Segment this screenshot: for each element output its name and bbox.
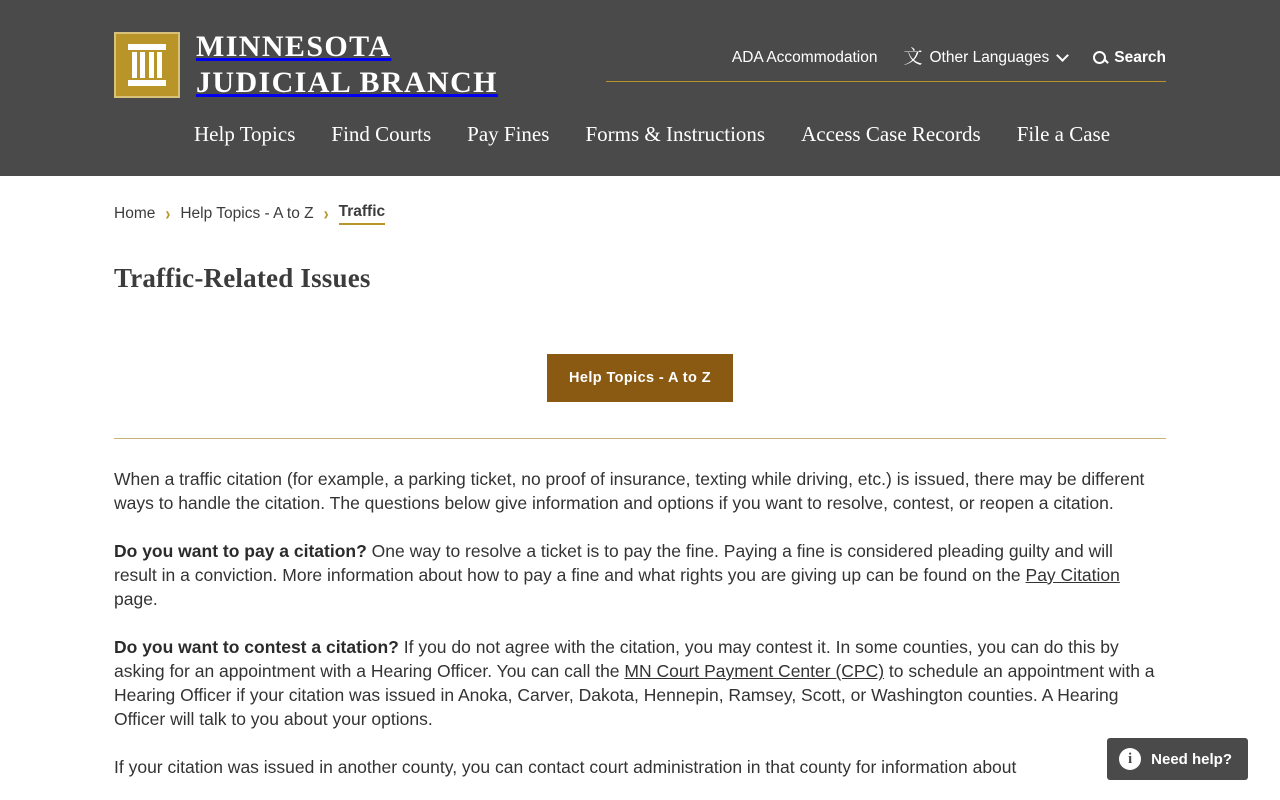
paragraph-intro: When a traffic citation (for example, a parking ticket, no proof of insurance, texting while driving, etc.) is issued, there may be different ways to handle the citation. The questions below give information and options if you want to resolve, contest, or reopen a citation.: [114, 469, 1145, 513]
chevron-right-icon: ›: [165, 203, 171, 225]
search-icon: [1093, 51, 1106, 64]
cta-container: [114, 354, 1166, 402]
contest-citation-text-2: to schedule an appointment with a Hearing Officer if your citation was issued in Anoka, Carver, Dakota, Hennepin, Ramsey, Scott, or Washington counties. A Hearing Officer will talk to you about your options.: [114, 661, 1155, 729]
need-help-widget[interactable]: [1107, 738, 1248, 780]
info-icon: i: [1119, 748, 1141, 770]
contest-citation-heading: Do you want to contest a citation?: [114, 637, 399, 657]
utility-nav: [606, 48, 1166, 82]
other-languages-label: Other Languages: [929, 48, 1050, 66]
nav-item-access-case-records[interactable]: Access Case Records: [801, 122, 981, 146]
chevron-down-icon: [1056, 49, 1069, 62]
pay-citation-heading: Do you want to pay a citation?: [114, 541, 367, 561]
brand-line-1: MINNESOTA: [196, 30, 392, 63]
site-logo[interactable]: [114, 29, 498, 101]
brand-line-2: JUDICIAL BRANCH: [196, 66, 498, 99]
pay-citation-link[interactable]: Pay Citation: [1025, 565, 1120, 585]
cpc-link[interactable]: MN Court Payment Center (CPC): [624, 661, 885, 681]
page-title: Traffic-Related Issues: [114, 263, 371, 293]
paragraph-contest-citation: [114, 635, 1159, 731]
main-nav: [194, 122, 1110, 147]
help-topics-a-to-z-button[interactable]: Help Topics - A to Z: [547, 354, 733, 402]
article-body: [114, 467, 1159, 779]
breadcrumb-item-home[interactable]: Home: [114, 205, 156, 222]
pay-citation-text-1: One way to resolve a ticket is to pay the fine. Paying a fine is considered pleading guilty and will result in a conviction. More information about how to pay a fine and what rights you are giving up can be found on the: [114, 541, 1113, 585]
ada-accommodation-link[interactable]: ADA Accommodation: [731, 48, 878, 66]
breadcrumb: [114, 176, 1166, 225]
nav-item-find-courts[interactable]: Find Courts: [331, 122, 432, 146]
nav-item-pay-fines[interactable]: Pay Fines: [467, 122, 550, 146]
pay-citation-text-2: page.: [114, 589, 158, 609]
contest-citation-text-1: If you do not agree with the citation, you may contest it. In some counties, you can do this by asking for an appointment with a Hearing Officer. You can call the: [114, 637, 1119, 681]
other-languages-menu[interactable]: [903, 48, 1067, 67]
main-content: [114, 176, 1166, 779]
breadcrumb-item-help-topics[interactable]: Help Topics - A to Z: [180, 205, 314, 222]
nav-item-forms-instructions[interactable]: Forms & Instructions: [585, 122, 766, 146]
nav-item-file-a-case[interactable]: File a Case: [1016, 122, 1111, 146]
courthouse-pillar-icon: [114, 32, 180, 98]
need-help-label: Need help?: [1151, 750, 1232, 768]
paragraph-pay-citation: [114, 539, 1159, 611]
chevron-right-icon: ›: [323, 203, 329, 225]
nav-item-help-topics[interactable]: Help Topics: [194, 122, 296, 146]
translate-icon: 文: [903, 47, 923, 68]
site-header: [0, 0, 1280, 176]
paragraph-another-county: If your citation was issued in another county, you can contact court administration in that county for information about: [114, 757, 1017, 777]
search-label: Search: [1114, 48, 1166, 66]
breadcrumb-item-current: Traffic: [339, 203, 386, 225]
search-button[interactable]: [1093, 49, 1166, 67]
section-divider: [114, 438, 1166, 439]
